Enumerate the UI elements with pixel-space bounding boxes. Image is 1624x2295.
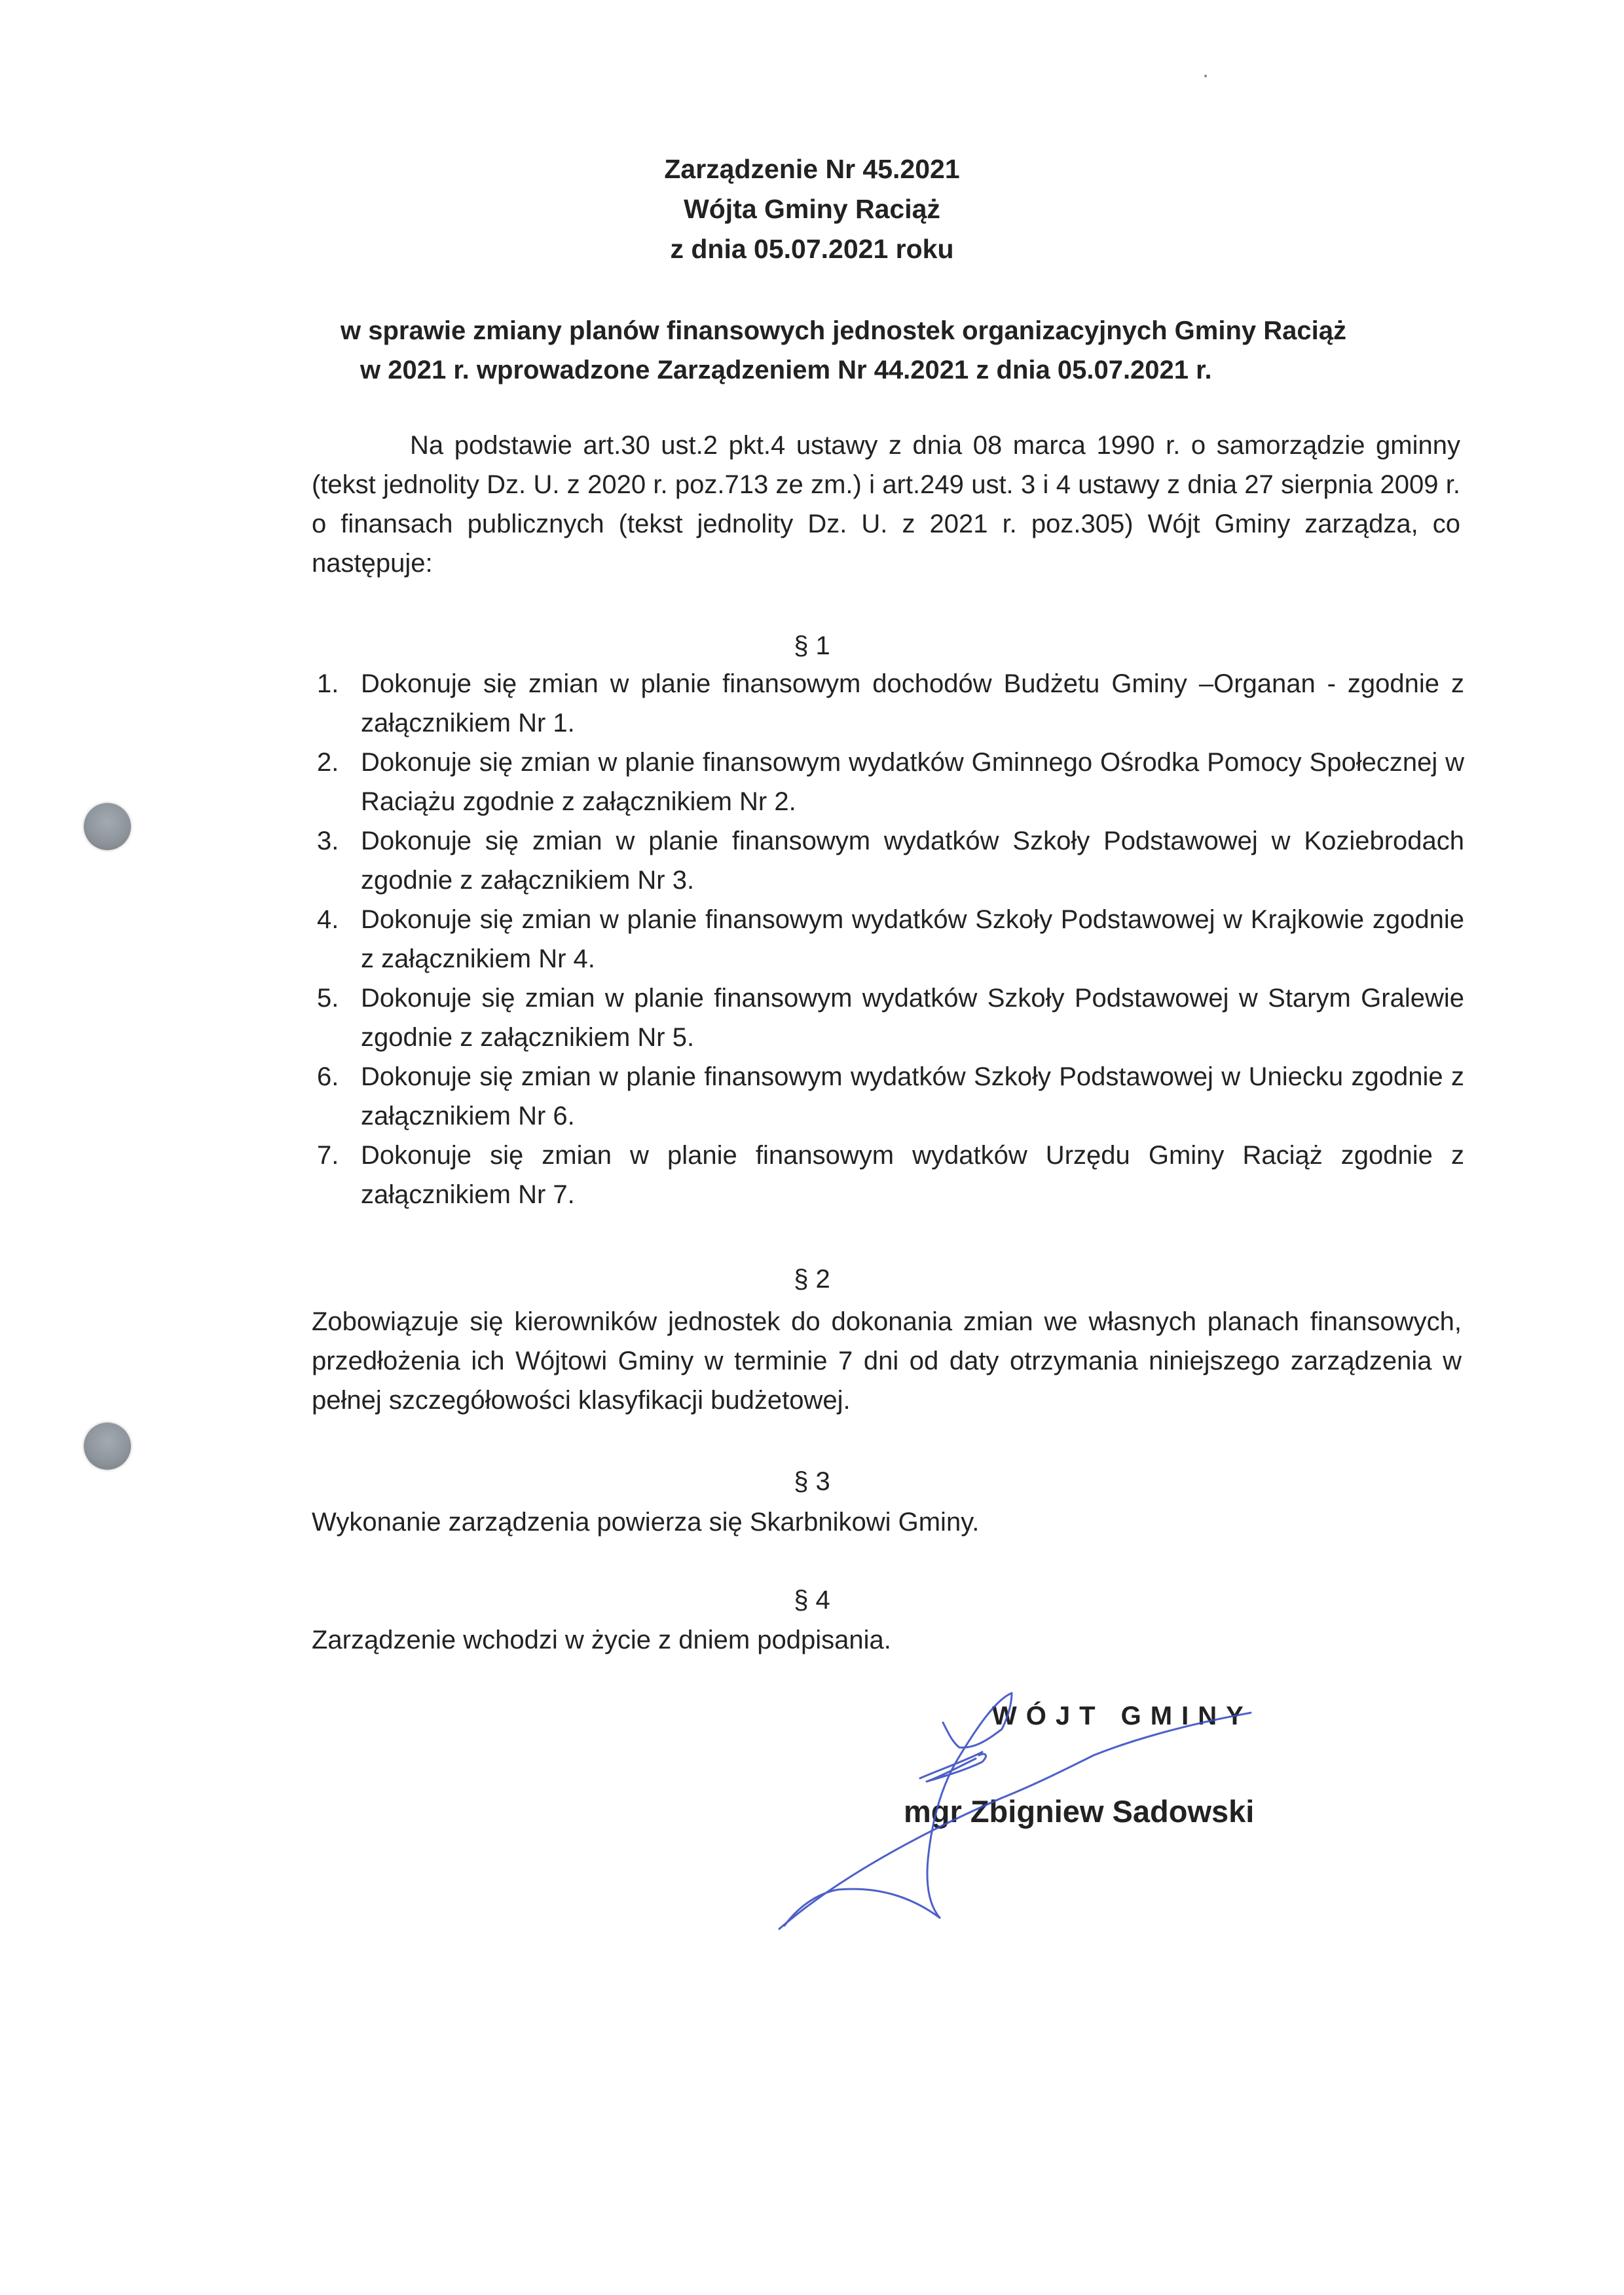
list-item bbox=[312, 821, 1464, 900]
list-item-number: 1. bbox=[317, 669, 339, 698]
signatory-title: WÓJT GMINY bbox=[992, 1702, 1253, 1730]
list-item bbox=[312, 979, 1464, 1057]
list-item bbox=[312, 900, 1464, 979]
list-item-number: 4. bbox=[317, 905, 339, 934]
preamble-text: Na podstawie art.30 ust.2 pkt.4 ustawy z dnia 08 marca 1990 r. o samorządzie gminny (tekst jednolity Dz. U. z 2020 r. poz.713 ze zm.) i art.249 ust. 3 i 4 ustawy z dnia 27 sierpnia 2009 r. o finansach publicznych (tekst jednolity Dz. U. z 2021 r. poz.305) Wójt Gminy zarządza, co następuje: bbox=[312, 431, 1460, 578]
subject-line-2: w 2021 r. wprowadzone Zarządzeniem Nr 44.2021 z dnia 05.07.2021 r. bbox=[360, 356, 1212, 384]
list-item-number: 2. bbox=[317, 748, 339, 777]
list-item-number: 3. bbox=[317, 827, 339, 855]
title-order-number: Zarządzenie Nr 45.2021 bbox=[664, 154, 960, 184]
section-2-text: Zobowiązuje się kierowników jednostek do dokonania zmian we własnych planach finansowych, przedłożenia ich Wójtowi Gminy w terminie 7 dni od daty otrzymania niniejszego zarządzenia w pełnej szczegółowości klasyfikacji budżetowej. bbox=[312, 1307, 1462, 1415]
list-item-text: Dokonuje się zmian w planie finansowym wydatków Szkoły Podstawowej w Koziebrodach zgodnie z załącznikiem Nr 3. bbox=[361, 827, 1464, 895]
list-item-text: Dokonuje się zmian w planie finansowym wydatków Szkoły Podstawowej w Krajkowie zgodnie z załącznikiem Nr 4. bbox=[361, 905, 1464, 973]
list-item bbox=[312, 743, 1464, 821]
legal-basis-preamble bbox=[312, 426, 1460, 583]
list-item-number: 7. bbox=[317, 1141, 339, 1170]
title-issuer: Wójta Gminy Raciąż bbox=[684, 194, 940, 224]
list-item bbox=[312, 1136, 1464, 1214]
punch-hole-upper bbox=[84, 803, 131, 850]
list-item-text: Dokonuje się zmian w planie finansowym wydatków Urzędu Gminy Raciąż zgodnie z załącznikiem Nr 7. bbox=[361, 1141, 1464, 1209]
list-item bbox=[312, 1057, 1464, 1136]
list-item-text: Dokonuje się zmian w planie finansowym wydatków Szkoły Podstawowej w Starym Gralewie zgodnie z załącznikiem Nr 5. bbox=[361, 984, 1464, 1052]
list-item-text: Dokonuje się zmian w planie finansowym wydatków Gminnego Ośrodka Pomocy Społecznej w Raciążu zgodnie z załącznikiem Nr 2. bbox=[361, 748, 1464, 816]
list-item-text: Dokonuje się zmian w planie finansowym wydatków Szkoły Podstawowej w Uniecku zgodnie z załącznikiem Nr 6. bbox=[361, 1062, 1464, 1130]
list-item-text: Dokonuje się zmian w planie finansowym dochodów Budżetu Gminy –Organan - zgodnie z załącznikiem Nr 1. bbox=[361, 669, 1464, 737]
document-subject bbox=[314, 311, 1467, 390]
signatory-name: mgr Zbigniew Sadowski bbox=[904, 1794, 1255, 1829]
section-4-mark: § 4 bbox=[794, 1586, 830, 1614]
section-1-list bbox=[312, 664, 1464, 1214]
subject-line-1: w sprawie zmiany planów finansowych jednostek organizacyjnych Gminy Raciąż bbox=[341, 316, 1346, 345]
section-3-mark: § 3 bbox=[794, 1467, 830, 1496]
section-4-text: Zarządzenie wchodzi w życie z dniem podpisania. bbox=[312, 1626, 891, 1654]
list-item-number: 6. bbox=[317, 1062, 339, 1091]
title-date: z dnia 05.07.2021 roku bbox=[670, 234, 954, 264]
list-item-number: 5. bbox=[317, 984, 339, 1013]
scan-speck bbox=[1204, 75, 1207, 77]
section-2-mark: § 2 bbox=[794, 1265, 830, 1294]
document-title bbox=[0, 149, 1624, 269]
section-1-mark: § 1 bbox=[794, 631, 830, 660]
list-item bbox=[312, 664, 1464, 743]
section-3-text: Wykonanie zarządzenia powierza się Skarbnikowi Gminy. bbox=[312, 1508, 980, 1537]
